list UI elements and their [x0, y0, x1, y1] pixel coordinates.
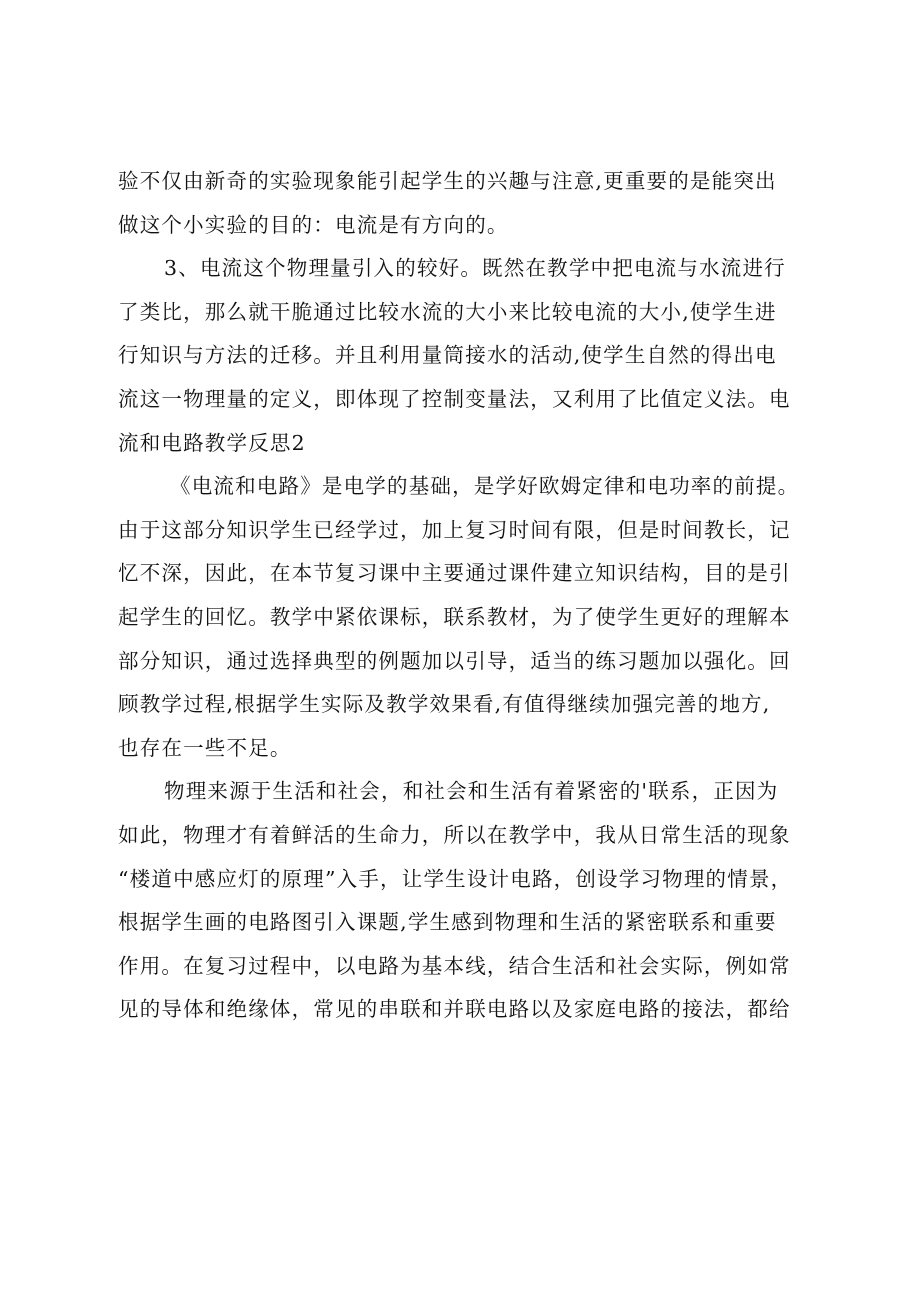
- paragraph-continuation: [118, 160, 828, 247]
- text-line: 作用。在复习过程中，以电路为基本线，结合生活和社会实际，例如常: [118, 953, 791, 978]
- text-line: 由于这部分知识学生已经学过，加上复习时间有限，但是时间教长，记: [118, 517, 791, 542]
- text-line: 忆不深，因此，在本节复习课中主要通过课件建立知识结构，目的是引: [118, 561, 791, 586]
- text-line: 根据学生画的电路图引入课题,学生感到物理和生活的紧密联系和重要: [118, 910, 777, 935]
- document-body: [118, 160, 828, 1032]
- text-line: “楼道中感应灯的原理”入手，让学生设计电路，创设学习物理的情景，: [118, 866, 793, 891]
- text-line: 流这一物理量的定义，即体现了控制变量法，又利用了比值定义法。电: [118, 386, 791, 411]
- paragraph-physics-life: [118, 770, 828, 1032]
- paragraph-reflection-2-intro: [118, 465, 828, 770]
- text-line: 3、电流这个物理量引入的较好。既然在教学中把电流与水流进行: [164, 256, 786, 281]
- text-line: 见的导体和绝缘体，常见的串联和并联电路以及家庭电路的接法，都给: [118, 997, 791, 1022]
- text-line: 物理来源于生活和社会，和社会和生活有着紧密的'联系，正因为: [164, 779, 779, 804]
- text-line: 做这个小实验的目的：电流是有方向的。: [118, 212, 509, 237]
- text-line: 如此，物理才有着鲜活的生命力，所以在教学中，我从日常生活的现象: [118, 822, 791, 847]
- text-line: 《电流和电路》是电学的基础，是学好欧姆定律和电功率的前提。: [170, 474, 800, 499]
- paragraph-point-3: [118, 247, 828, 465]
- text-line: 了类比，那么就干脆通过比较水流的大小来比较电流的大小,使学生进: [118, 299, 777, 324]
- text-line: 部分知识，通过选择典型的例题加以引导，适当的练习题加以强化。回: [118, 648, 791, 673]
- text-line: 也存在一些不足。: [118, 735, 292, 760]
- text-line: 起学生的回忆。教学中紧依课标，联系教材，为了使学生更好的理解本: [118, 604, 791, 629]
- text-line: 验不仅由新奇的实验现象能引起学生的兴趣与注意,更重要的是能突出: [118, 169, 777, 193]
- text-line: 顾教学过程,根据学生实际及教学效果看,有值得继续加强完善的地方,: [118, 692, 771, 717]
- text-line: 流和电路教学反思2: [118, 430, 306, 455]
- text-line: 行知识与方法的迁移。并且利用量筒接水的活动,使学生自然的得出电: [118, 343, 777, 368]
